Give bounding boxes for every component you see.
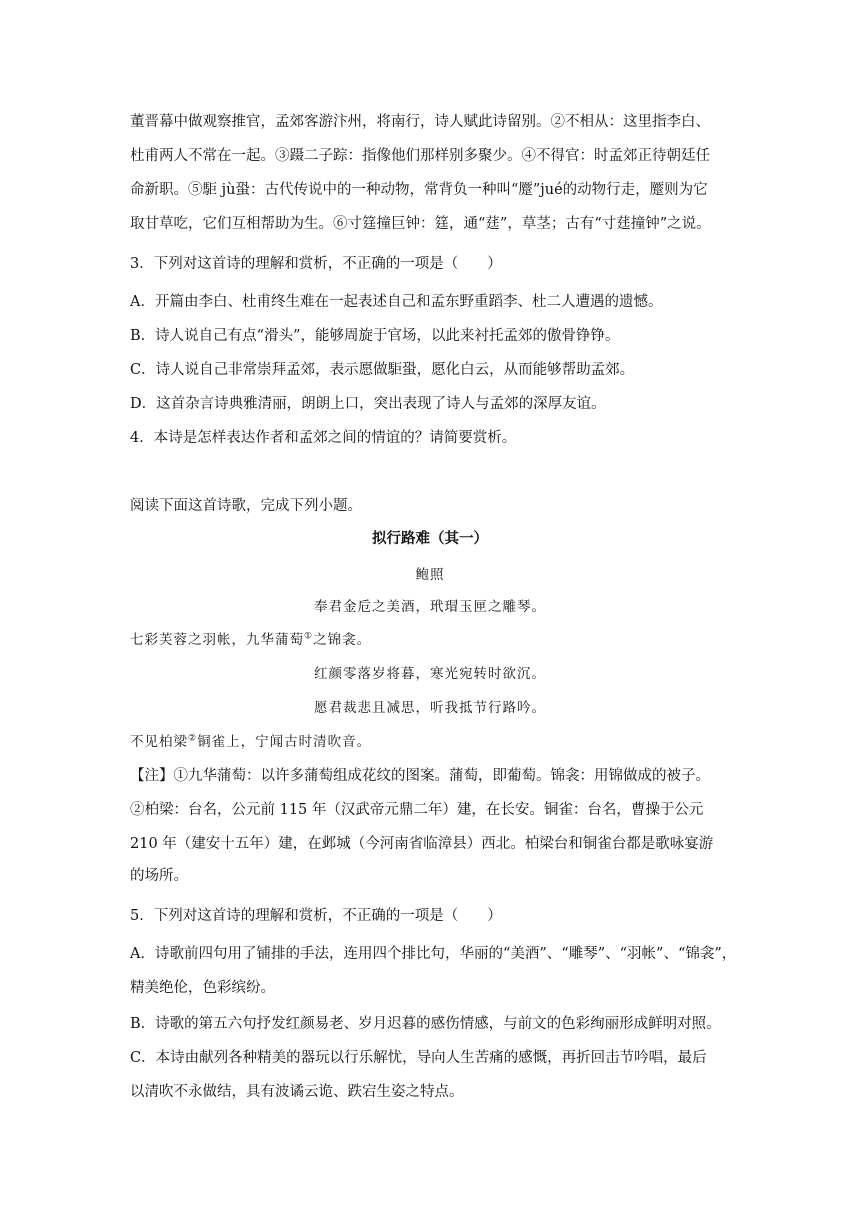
poem-line-1: 奉君金卮之美酒，玳瑁玉匣之雕琴。: [314, 599, 546, 615]
question-5-option-c: C．本诗由献列各种精美的器玩以行乐解忧，导向人生苦痛的感慨，再折回击节吟唱，最后: [130, 1050, 707, 1066]
poem-line-5: [130, 732, 730, 752]
poem-line-2: [130, 630, 730, 650]
question-5-stem: 5．下列对这首诗的理解和赏析，不正确的一项是（ ）: [130, 908, 502, 924]
poem-note-line-3: 210 年（建安十五年）建，在邺城（今河南省临漳县）西北。柏梁台和铜雀台都是歌咏宴游: [130, 836, 714, 852]
note-line-3: 命新职。⑤駏 jù蛩：古代传说中的一种动物，常背负一种叫“蹷”jué的动物行走，蹷则为它: [130, 182, 708, 198]
poem-line-5-text: 不见柏梁: [130, 734, 188, 750]
poem-note-line-2: ②柏梁：台名，公元前 115 年（汉武帝元鼎二年）建，在长安。铜雀：台名，曹操于公元: [130, 802, 704, 818]
poem-line-2-text: 七彩芙蓉之羽帐，九华蒲萄: [130, 632, 304, 648]
poem-note-line-4: 的场所。: [130, 868, 188, 884]
question-3-option-b: B．诗人说自己有点“滑头”，能够周旋于官场，以此来衬托孟郊的傲骨铮铮。: [130, 328, 620, 344]
poem-author: 鲍照: [415, 567, 445, 583]
poem-line-2-text-end: 之锦衾。: [313, 632, 372, 648]
question-3-stem: 3．下列对这首诗的理解和赏析，不正确的一项是（ ）: [130, 256, 502, 272]
question-3-option-c: C．诗人说自己非常崇拜孟郊，表示愿做駏蛩，愿化白云，从而能够帮助孟郊。: [130, 362, 635, 378]
footnote-marker-1: ①: [304, 631, 314, 642]
question-5-option-a: A．诗歌前四句用了铺排的手法，连用四个排比句，华丽的“美酒”、“雕琴”、“羽帐”、“锦衾”，: [130, 946, 737, 962]
poem-note-line-1: 【注】①九华蒲萄：以许多蒲萄组成花纹的图案。蒲萄，即葡萄。锦衾：用锦做成的被子。: [130, 768, 710, 784]
poem-line-4: 愿君裁悲且减思，听我抵节行路吟。: [314, 700, 546, 716]
note-line-1: 董晋幕中做观察推官，孟郊客游汴州，将南行，诗人赋此诗留别。②不相从：这里指李白、: [130, 114, 710, 130]
note-line-2: 杜甫两人不常在一起。③蹑二子踪：指像他们那样别多聚少。④不得官：时孟郊正待朝廷任: [130, 148, 710, 164]
poem-title: 拟行路难（其一）: [372, 530, 488, 547]
question-5-option-c-cont: 以清吹不永做结，具有波谲云诡、跌宕生姿之特点。: [130, 1084, 464, 1100]
reading-instruction: 阅读下面这首诗歌，完成下列小题。: [130, 498, 362, 514]
question-3-option-a: A．开篇由李白、杜甫终生难在一起表述自己和孟东野重蹈李、杜二人遭遇的遗憾。: [130, 294, 663, 310]
question-5-option-b: B．诗歌的第五六句抒发红颜易老、岁月迟暮的感伤情感，与前文的色彩绚丽形成鲜明对照。: [130, 1016, 721, 1032]
poem-line-5-text-end: 铜雀上，宁闻古时清吹音。: [197, 734, 372, 750]
poem-line-3: 红颜零落岁将暮，寒光宛转时欲沉。: [314, 666, 546, 682]
footnote-marker-2: ②: [188, 733, 198, 744]
note-line-4: 取甘草吃，它们互相帮助为生。⑥寸筳撞巨钟：筳，通“莛”，草茎；古有“寸莛撞钟”之说。: [130, 216, 711, 232]
question-3-option-d: D．这首杂言诗典雅清丽，朗朗上口，突出表现了诗人与孟郊的深厚友谊。: [130, 396, 606, 412]
question-5-option-a-cont: 精美绝伦，色彩缤纷。: [130, 980, 275, 996]
question-4-stem: 4．本诗是怎样表达作者和孟郊之间的情谊的？请简要赏析。: [130, 430, 517, 446]
